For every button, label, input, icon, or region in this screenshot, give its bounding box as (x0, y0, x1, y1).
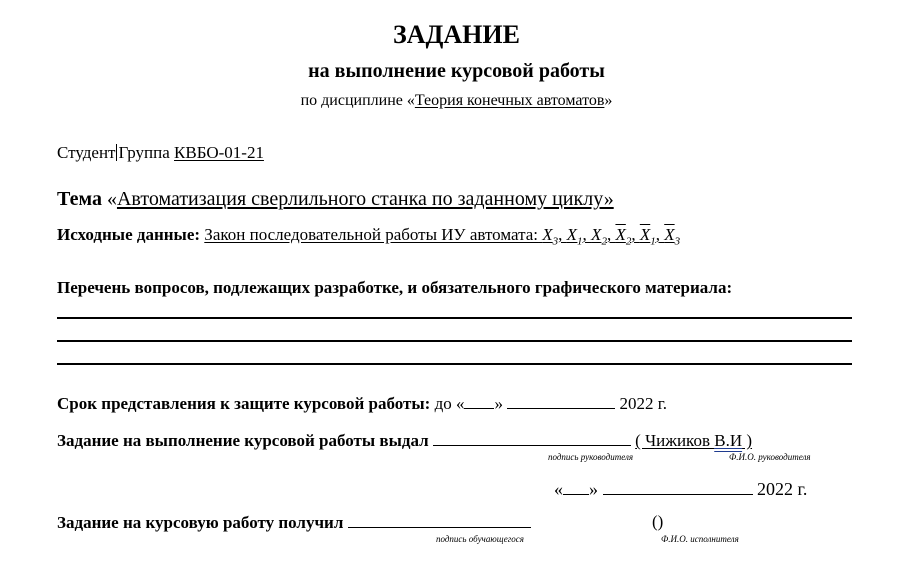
date-line (554, 479, 807, 500)
student-line (57, 143, 264, 163)
date-open-quote: « (554, 479, 563, 499)
deadline-label: Срок представления к защите курсовой работы: (57, 394, 431, 413)
student-name-caption: Ф.И.О. исполнителя (661, 534, 739, 544)
source-data-value (204, 225, 681, 248)
topic-open-quote: « (106, 188, 117, 210)
issued-line (57, 431, 752, 451)
deadline-prefix: до « (434, 394, 465, 413)
sequence-formula (542, 225, 681, 248)
answer-line-1 (57, 317, 852, 319)
deadline-year: 2022 г. (619, 394, 668, 413)
formula-term: $X_1$ (566, 225, 583, 248)
source-data-text: Закон последовательной работы ИУ автомата: (204, 225, 539, 244)
date-year: 2022 г. (757, 479, 808, 499)
formula-separator: , (655, 225, 665, 244)
questions-label: Перечень вопросов, подлежащих разработке, и обязательного графического материала: (57, 278, 733, 297)
date-close-quote: » (589, 479, 598, 499)
date-month-blank[interactable] (603, 493, 753, 495)
discipline-line (0, 92, 913, 110)
answer-line-2 (57, 340, 852, 342)
formula-term: $X_2$ (591, 225, 607, 248)
student-sign-caption: подпись обучающегося (436, 534, 524, 544)
supervisor-name-open: ( Чижиков (635, 431, 715, 450)
formula-separator: , (558, 225, 567, 244)
formula-separator: , (582, 225, 592, 244)
student-name-value: () (652, 512, 664, 531)
formula-term: $X_1$ (639, 225, 656, 248)
formula-term: $X_3$ (664, 225, 681, 248)
discipline-prefix: по дисциплине « (300, 92, 415, 109)
formula-separator: , (631, 225, 640, 244)
student-label: Студент (57, 143, 116, 162)
supervisor-name (635, 431, 752, 450)
received-line (57, 513, 531, 533)
group-value: КВБО-01-21 (174, 143, 264, 162)
supervisor-initials: В.И (714, 431, 743, 450)
answer-line-3 (57, 363, 852, 365)
source-data-line (57, 225, 680, 247)
topic-label: Тема (57, 188, 102, 210)
topic-line (57, 188, 614, 211)
document-title: ЗАДАНИЕ (393, 20, 520, 49)
deadline-line (57, 394, 667, 414)
supervisor-name-close: ) (742, 431, 753, 450)
date-day-blank[interactable] (563, 493, 589, 495)
topic-value: Автоматизация сверлильного станка по заданному циклу» (116, 188, 614, 210)
group-label: Группа (118, 143, 170, 162)
received-label: Задание на курсовую работу получил (57, 513, 344, 532)
discipline-name: Теория конечных автоматов (414, 92, 605, 109)
supervisor-sign-caption: подпись руководителя (548, 452, 634, 462)
document-subtitle: на выполнение курсовой работы (308, 60, 605, 82)
source-data-label: Исходные данные: (57, 225, 201, 244)
supervisor-name-caption: Ф.И.О. руководителя (729, 452, 811, 462)
deadline-month-blank[interactable] (507, 407, 615, 409)
formula-separator: , (606, 225, 616, 244)
deadline-day-suffix: » (494, 394, 503, 413)
issued-label: Задание на выполнение курсовой работы выдал (57, 431, 429, 450)
student-signature-blank[interactable] (348, 526, 531, 528)
formula-term: $X_2$ (615, 225, 632, 248)
discipline-suffix: » (604, 92, 613, 109)
formula-term: $X_3$ (542, 225, 559, 248)
deadline-day-blank[interactable] (464, 407, 494, 409)
supervisor-signature-blank[interactable] (433, 444, 631, 446)
